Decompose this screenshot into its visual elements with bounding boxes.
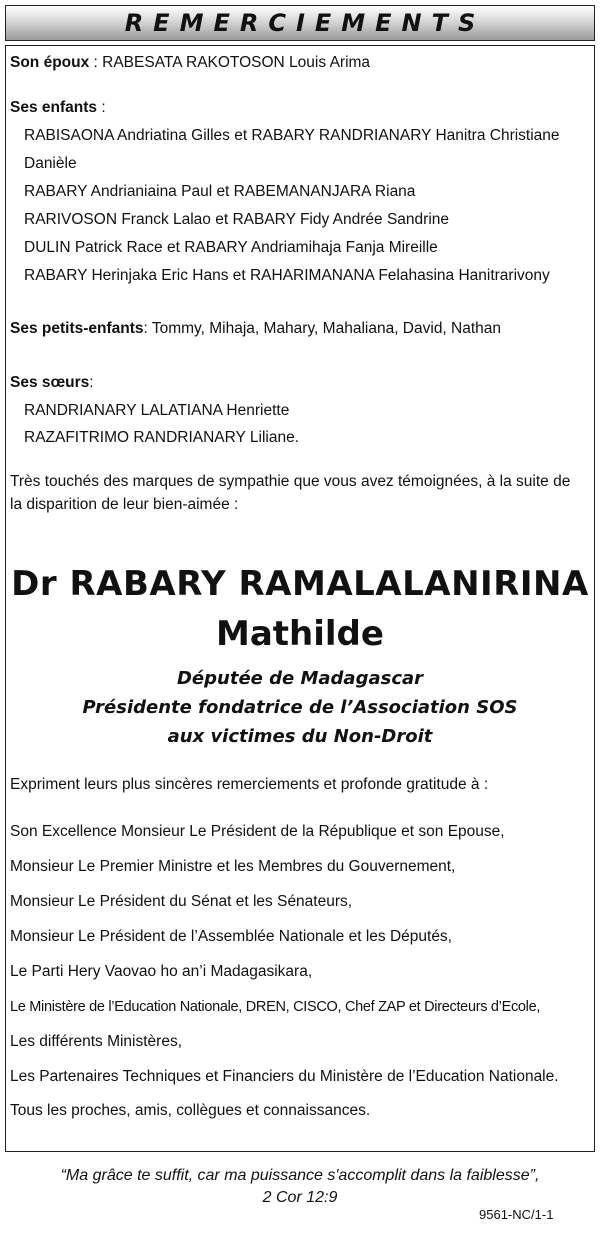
enfant-line: RABARY Herinjaka Eric Hans et RAHARIMANANA Felahasina Hanitrarivony: [24, 267, 550, 284]
epoux-text: : RABESATA RAKOTOSON Louis Arima: [89, 54, 371, 71]
soeurs-label: Ses sœurs: [10, 374, 90, 391]
defunte-name: Dr RABARY RAMALALANIRINA: [11, 564, 589, 604]
enfant-line: RABARY Andrianiaina Paul et RABEMANANJARA Riana: [24, 183, 416, 200]
recipient-line: Les Partenaires Techniques et Financiers du Ministère de l’Education Nationale.: [10, 1068, 559, 1085]
intro-line: Très touchés des marques de sympathie que vous avez témoignées, à la suite de: [10, 473, 571, 490]
intro-line: la disparition de leur bien-aimée :: [10, 496, 239, 513]
defunte-title: Présidente fondatrice de l’Association SOS: [82, 697, 518, 718]
petits-enfants-text: : Tommy, Mihaja, Mahary, Mahaliana, David, Nathan: [143, 320, 502, 337]
epoux-label: Son époux: [10, 54, 90, 71]
recipient-line: Monsieur Le Président du Sénat et les Sénateurs,: [10, 893, 353, 910]
soeur-line: RANDRIANARY LALATIANA Henriette: [24, 402, 290, 419]
soeurs-suffix: :: [89, 374, 94, 391]
quote-text: “Ma grâce te suffit, car ma puissance s'accomplit dans la faiblesse”,: [60, 1167, 540, 1184]
defunte-title: Députée de Madagascar: [176, 668, 424, 689]
soeurs-heading: [10, 373, 94, 393]
enfant-line: Danièle: [24, 155, 77, 172]
reference-code: 9561-NC/1-1: [479, 1207, 554, 1222]
petits-enfants-line: [10, 319, 501, 339]
recipient-line: Les différents Ministères,: [10, 1033, 183, 1050]
enfants-suffix: :: [97, 99, 106, 116]
recipient-line: Le Parti Hery Vaovao ho an’i Madagasikara,: [10, 963, 313, 980]
enfants-heading: [10, 98, 106, 118]
recipient-line: Monsieur Le Premier Ministre et les Membres du Gouvernement,: [10, 858, 456, 875]
enfant-line: RARIVOSON Franck Lalao et RABARY Fidy Andrée Sandrine: [24, 211, 450, 228]
epoux-line: [10, 53, 370, 73]
defunte-firstname: Mathilde: [216, 614, 384, 654]
petits-enfants-label: Ses petits-enfants: [10, 320, 144, 337]
quote-reference: 2 Cor 12:9: [262, 1189, 338, 1206]
recipient-line: Son Excellence Monsieur Le Président de la République et son Epouse,: [10, 823, 505, 840]
recipient-line: Monsieur Le Président de l’Assemblée Nationale et les Députés,: [10, 928, 452, 945]
enfant-line: RABISAONA Andriatina Gilles et RABARY RANDRIANARY Hanitra Christiane: [24, 127, 560, 144]
recipient-line: Le Ministère de l’Education Nationale, DREN, CISCO, Chef ZAP et Directeurs d’Ecole,: [10, 999, 541, 1015]
defunte-title: aux victimes du Non-Droit: [167, 726, 433, 747]
header-banner: [5, 5, 595, 41]
recipient-line: Tous les proches, amis, collègues et connaissances.: [10, 1102, 371, 1119]
expriment-line: Expriment leurs plus sincères remerciements et profonde gratitude à :: [10, 776, 489, 793]
enfant-line: DULIN Patrick Race et RABARY Andriamihaja Fanja Mireille: [24, 239, 438, 256]
soeur-line: RAZAFITRIMO RANDRIANARY Liliane.: [24, 429, 300, 446]
header-title: REMERCIEMENTS: [124, 9, 486, 37]
enfants-label: Ses enfants: [10, 99, 98, 116]
